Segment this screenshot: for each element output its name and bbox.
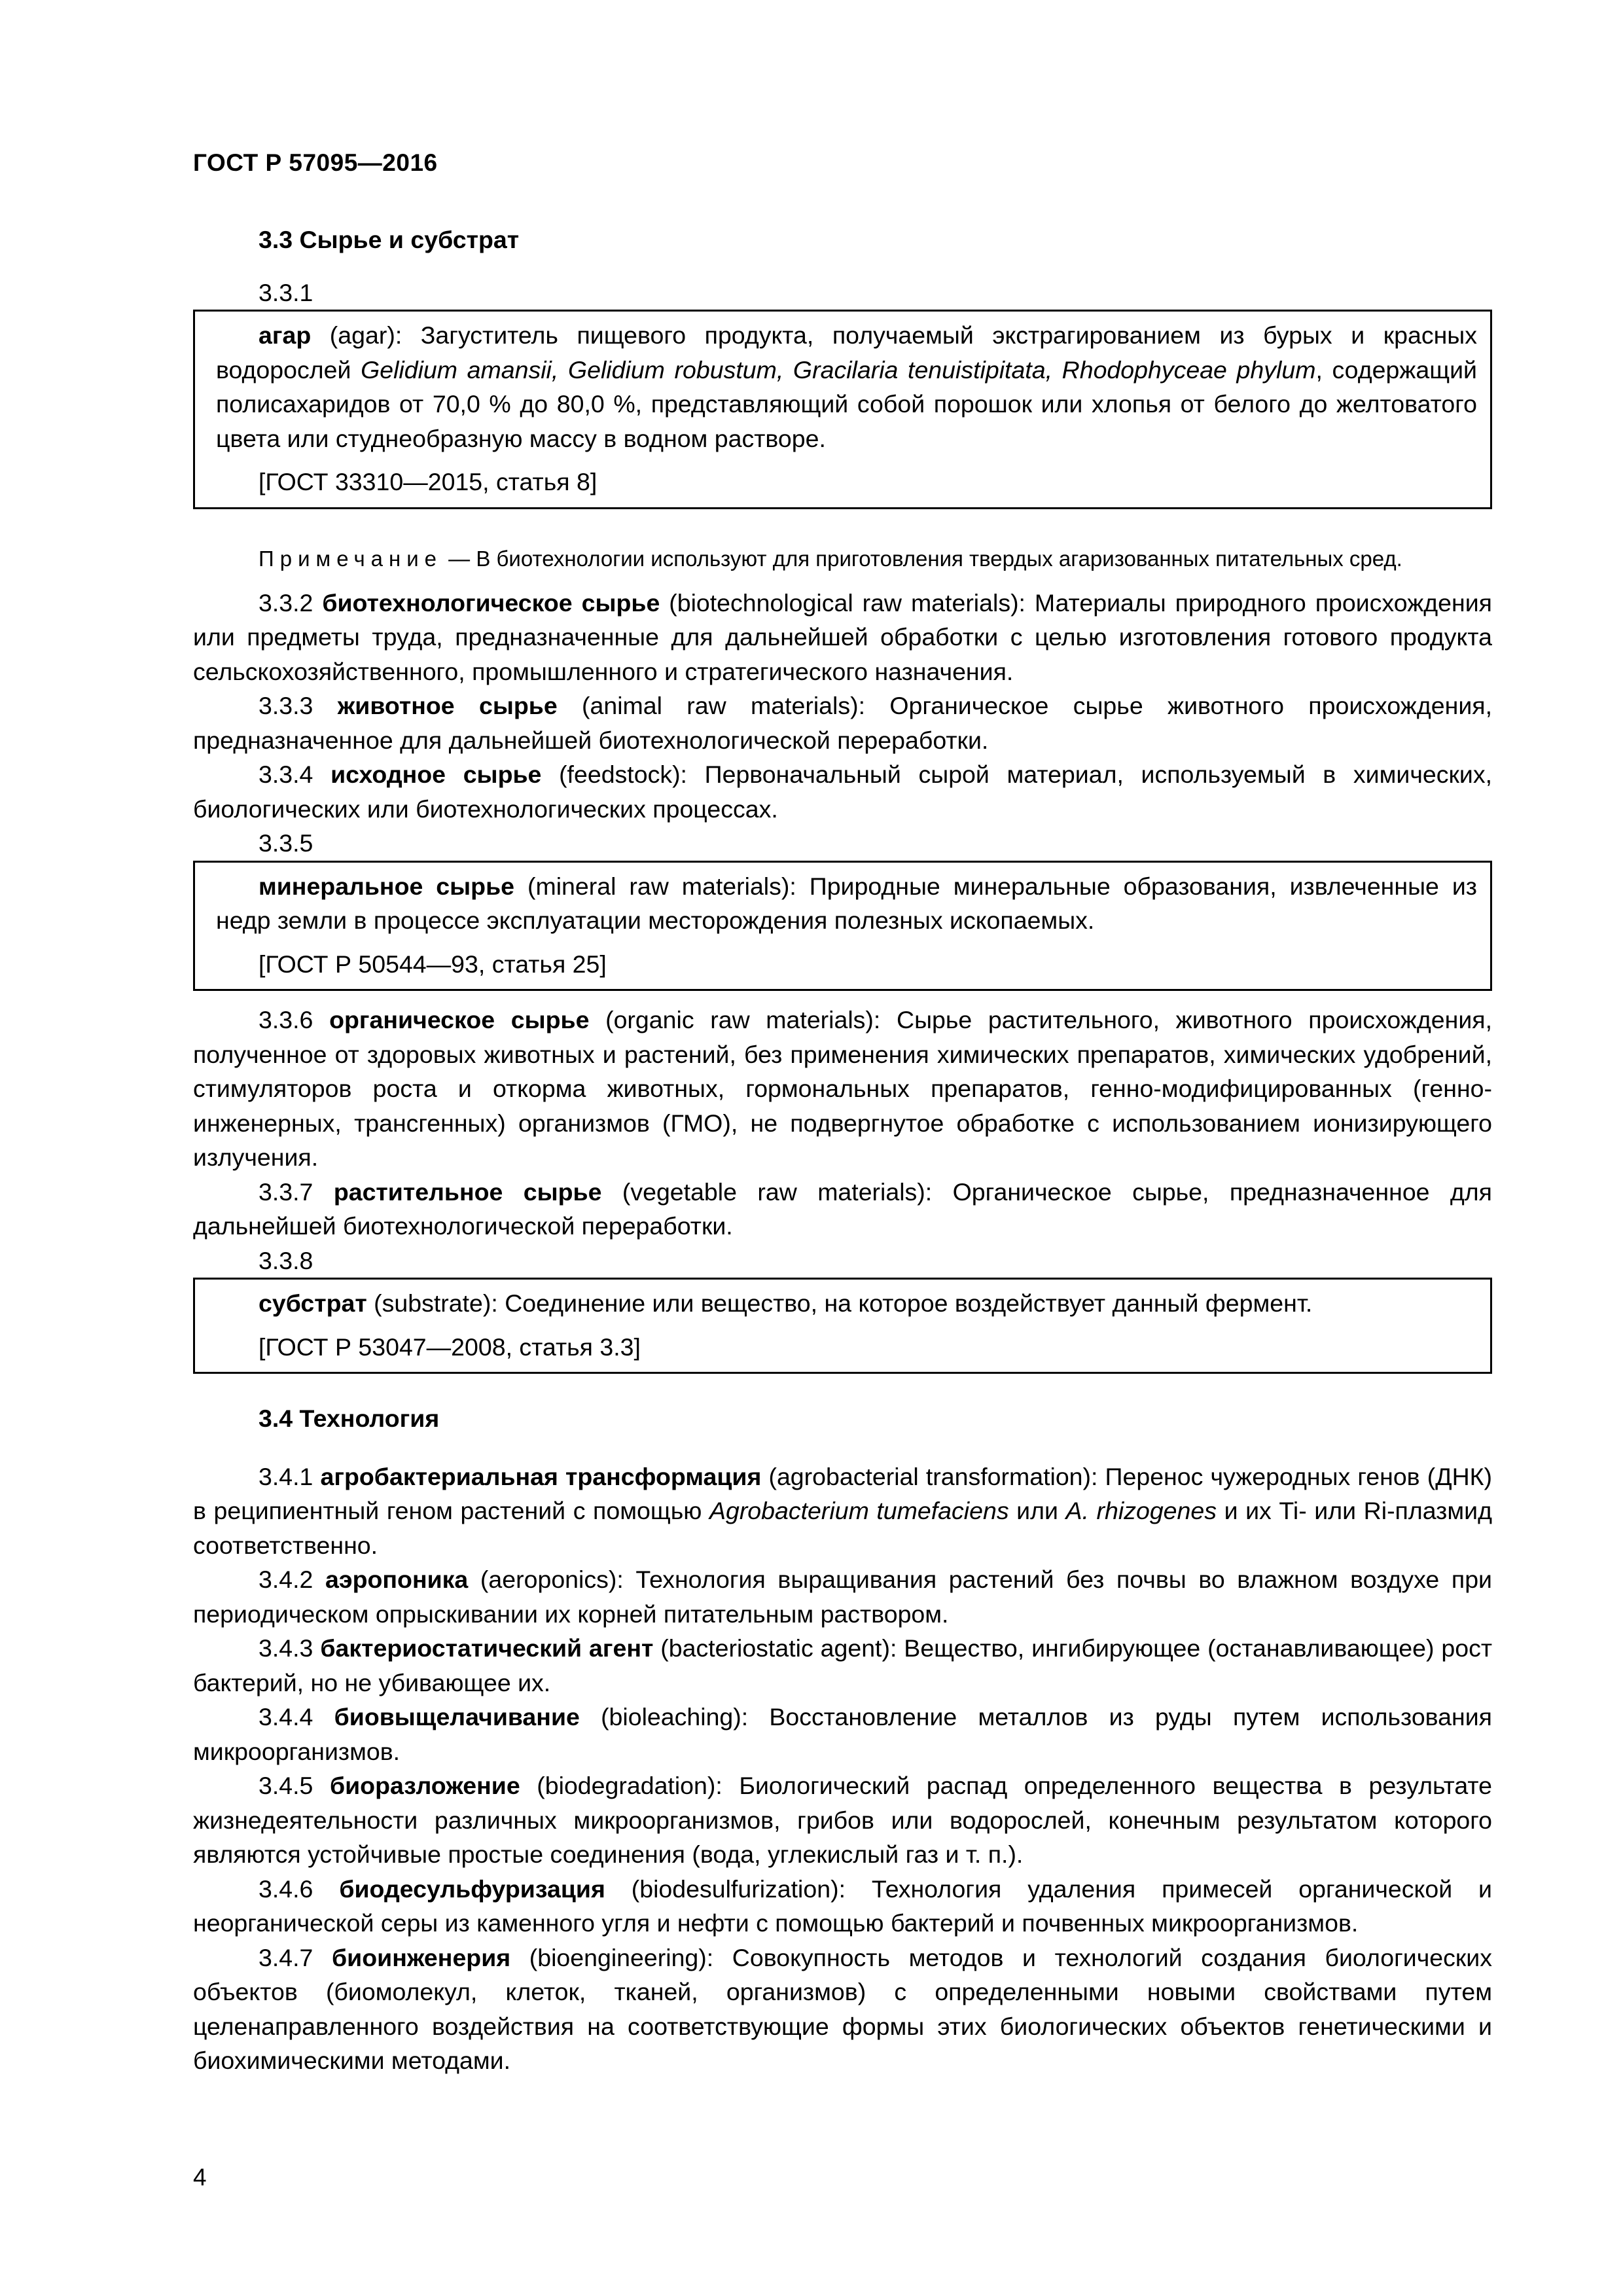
term-box-agar [193, 310, 1492, 509]
term-number: 3.4.2 [259, 1566, 326, 1593]
note-text: — В биотехнологии используют для приготовления твердых агаризованных питательных сред. [442, 546, 1402, 571]
term-name: исходное сырье [330, 761, 542, 788]
species-list: Gelidium amansii, Gelidium robustum, Gracilaria tenuistipitata, Rhodophyceae phylum [361, 355, 1316, 384]
term-paragraph-3-3-4 [193, 757, 1492, 826]
term-paragraph-3-4-4 [193, 1700, 1492, 1768]
term-paragraph-3-3-2 [193, 586, 1492, 689]
term-definition: (animal raw materials): Органическое сырье животного происхождения, предназначенное для дальнейшей биотехнологической переработки. [193, 692, 1492, 754]
term-definition: (bioengineering): Совокупность методов и технологий создания биологических объектов (биомолекул, клеток, тканей, организмов) с определенными новыми свойствами путем целенаправленного воздействия на соответствующие формы этих биологических объектов генетическими и биохимическими методами. [193, 1943, 1492, 2074]
term-paragraph-3-4-5 [193, 1768, 1492, 1872]
term-box-substrate [193, 1278, 1492, 1374]
term-number: 3.3.4 [259, 761, 331, 788]
term-source-mineral: [ГОСТ Р 50544—93, статья 25] [259, 950, 607, 978]
term-paragraph-3-3-3 [193, 689, 1492, 757]
term-name: биодесульфуризация [339, 1874, 605, 1903]
term-name: бактериостатический агент [320, 1634, 654, 1662]
term-definition: (bioleaching): Восстановление металлов из руды путем использования микроорганизмов. [193, 1703, 1492, 1765]
term-definition: (mineral raw materials): Природные минеральные образования, извлеченные из недр земли в процессе эксплуатации месторождения полезных ископаемых. [216, 872, 1477, 934]
term-number-3-3-8: 3.3.8 [259, 1246, 313, 1274]
term-number: 3.4.5 [259, 1772, 330, 1799]
term-name: агробактериальная трансформация [320, 1462, 762, 1490]
term-definition: (organic raw materials): Сырье растительного, животного происхождения, полученное от здоровых животных и растений, без применения химических препаратов, химических удобрений, стимуляторов роста и откорма животных, гормональных препаратов, генно-модифицированных (генно-инженерных, трансгенных) организмов (ГМО), не подвергнутое обработке с использованием ионизирующего излучения. [193, 1006, 1492, 1171]
term-definition: (vegetable raw materials): Органическое сырье, предназначенное для дальнейшей биотехнологической переработки. [193, 1177, 1492, 1240]
term-paragraph-3-4-7 [193, 1941, 1492, 2078]
section-heading-3-3: 3.3 Сырье и субстрат [259, 226, 520, 253]
species-name: A. rhizogenes [1065, 1497, 1217, 1524]
term-name: биовыщелачивание [334, 1703, 580, 1731]
term-definition: (biotechnological raw materials): Материалы природного происхождения или предметы труда, предназначенные для дальнейшей обработки с целью изготовления готового продукта сельскохозяйственного, промышленного и стратегического назначения. [193, 588, 1492, 685]
term-definition-mineral [216, 869, 1477, 938]
term-name: животное сырье [337, 692, 558, 719]
term-number: 3.4.6 [259, 1874, 340, 1903]
term-text-agar-2: , содержащий полисахаридов от 70,0 % до 80,0 %, представляющий собой порошок или хлопья от белого до желтоватого цвета или студнеобразную массу в водном растворе. [216, 355, 1477, 452]
note-block [193, 543, 1492, 574]
term-box-mineral [193, 861, 1492, 992]
term-definition: (biodesulfurization): Технология удаления примесей органической и неорганической серы из каменного угля и нефти с помощью бактерий и почвенных микроорганизмов. [193, 1874, 1493, 1937]
term-source-agar: [ГОСТ 33310—2015, статья 8] [259, 468, 597, 495]
term-number: 3.4.7 [259, 1943, 332, 1971]
term-number-3-3-5: 3.3.5 [259, 829, 313, 857]
document-code-header: ГОСТ Р 57095—2016 [193, 149, 438, 176]
note-label: Примечание [259, 546, 443, 571]
term-definition: (biodegradation): Биологический распад определенного вещества в результате жизнедеятельности различных микроорганизмов, грибов или водорослей, конечным результатом которого являются устойчивые простые соединения (вода, углекислый газ и т. п.). [193, 1772, 1493, 1868]
term-paragraph-3-4-3 [193, 1631, 1492, 1700]
term-definition: или [1008, 1497, 1066, 1524]
term-paragraph-3-4-6 [193, 1872, 1492, 1941]
term-definition-substrate [216, 1286, 1477, 1321]
term-number-3-3-1: 3.3.1 [259, 278, 313, 306]
term-name: аэропоника [325, 1566, 469, 1593]
term-paragraph-3-3-7 [193, 1175, 1492, 1244]
term-paragraph-3-3-6 [193, 1003, 1492, 1175]
term-number: 3.4.3 [259, 1634, 321, 1662]
term-definition: (bacteriostatic agent): Вещество, ингибирующее (останавливающее) рост бактерий, но не убивающее их. [193, 1634, 1493, 1696]
term-number: 3.3.6 [259, 1006, 330, 1033]
term-name: растительное сырье [333, 1177, 602, 1206]
term-paragraph-3-4-1 [193, 1460, 1492, 1563]
section-heading-3-4: 3.4 Технология [259, 1405, 440, 1432]
term-name: биотехнологическое сырье [322, 588, 660, 617]
term-source-substrate: [ГОСТ Р 53047—2008, статья 3.3] [259, 1333, 641, 1361]
document-body [193, 223, 1492, 2078]
term-definition: (feedstock): Первоначальный сырой материал, используемый в химических, биологических или биотехнологических процессах. [193, 761, 1492, 823]
species-name: Agrobacterium tumefaciens [709, 1497, 1009, 1524]
term-agar: агар [259, 321, 312, 349]
term-name: минеральное сырье [259, 872, 515, 900]
term-definition: (aeroponics): Технология выращивания растений без почвы во влажном воздухе при периодическом опрыскивании их корней питательным раствором. [193, 1566, 1492, 1628]
term-definition-agar [216, 318, 1477, 456]
term-number: 3.3.3 [259, 692, 338, 719]
term-name: субстрат [259, 1289, 367, 1317]
term-definition: и их Ti- или Ri-плазмид соответственно. [193, 1497, 1492, 1559]
term-number: 3.4.4 [259, 1703, 334, 1731]
term-name: органическое сырье [329, 1006, 590, 1033]
page-number: 4 [193, 2164, 207, 2191]
term-number: 3.3.7 [259, 1177, 334, 1206]
term-name: биоразложение [329, 1772, 520, 1799]
term-number: 3.4.1 [259, 1462, 321, 1490]
term-definition: (substrate): Соединение или вещество, на которое воздействует данный фермент. [366, 1289, 1313, 1317]
term-definition: (agrobacterial transformation): Перенос чужеродных генов (ДНК) в реципиентный геном растений с помощью [193, 1462, 1492, 1524]
term-name: биоинженерия [332, 1943, 511, 1971]
term-number: 3.3.2 [259, 588, 323, 617]
term-text-agar-1: (agar): Загуститель пищевого продукта, получаемый экстрагированием из бурых и красных водорослей [216, 321, 1477, 384]
term-paragraph-3-4-2 [193, 1562, 1492, 1631]
